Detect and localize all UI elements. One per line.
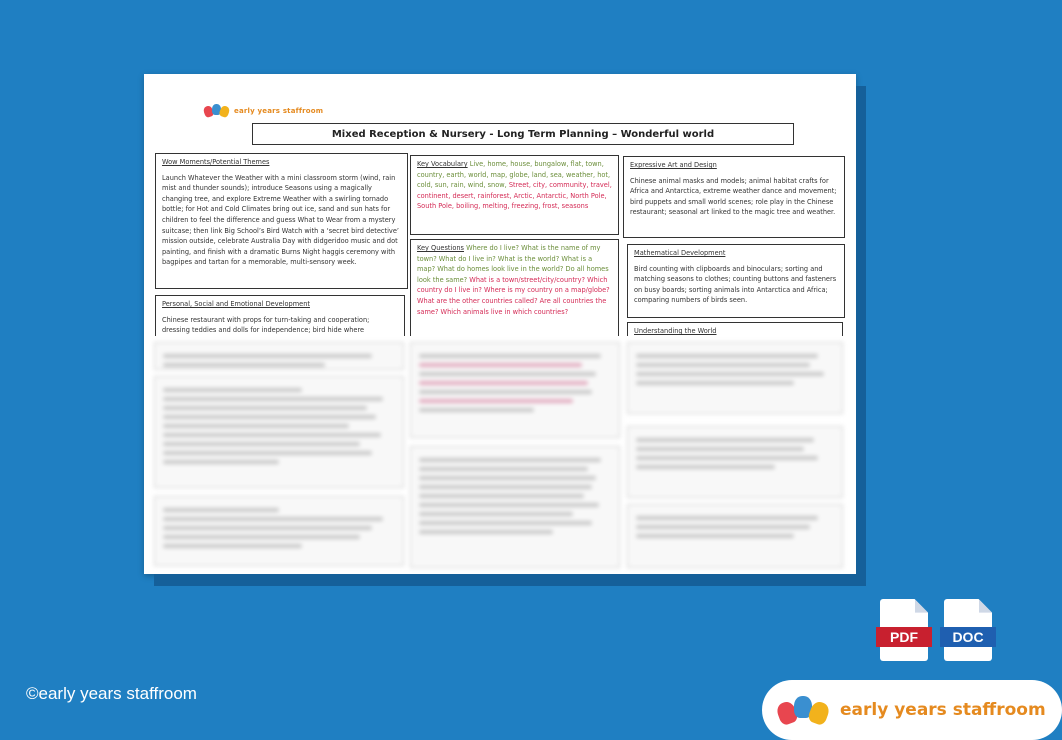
expressive-art-text: Chinese animal masks and models; animal habitat crafts for Africa and Antarctica, extreme weather dance and movement; bird puppets and small world scenes; role play in the Chinese restaurant; seasonal art linked to the magic tree and weather. [630,176,837,217]
vocab-reception-words: Street, city, community, travel, continent, desert, rainforest, Arctic, Antarctic, North Pole, South Pole, boiling, melting, freezing, frost, seasons [417,181,612,211]
hands-logo-icon [778,696,830,724]
doc-label: DOC [940,627,996,647]
vocab-nursery-words: Live, home, house, bungalow, flat, town, country, earth, world, map, globe, land, sea, weather, hot, cold, sun, rain, wind, snow, [417,160,611,190]
expressive-art-heading: Expressive Art and Design [630,161,717,169]
logo-text: early years staffroom [234,107,324,115]
pse-heading: Personal, Social and Emotional Development [162,300,310,308]
wow-moments-box [155,153,408,289]
brand-text: early years staffroom [840,700,1046,720]
pse-text: Chinese restaurant with props for turn-taking and cooperation; dressing teddies and dolls for independence; bird hide where [162,315,370,335]
pdf-file-icon[interactable] [880,599,928,661]
maths-box [627,244,845,318]
expressive-art-box [623,156,845,238]
maths-text: Bird counting with clipboards and binoculars; sorting and matching seasons to clothes; counting buttons and fasteners on busy boards; sorting animals into Antarctica and Africa; comparing numbers of birds seen. [634,264,837,305]
key-vocabulary-box [410,155,619,235]
brand-logo [762,680,1062,740]
questions-nursery: Where do I live? What is the name of my town? What do I live in? What is the world? What is a map? What do homes look live in the world? Do all homes look the same? [417,244,609,284]
key-questions-heading: Key Questions [417,244,464,252]
understanding-world-heading: Understanding the World [634,327,717,335]
maths-heading: Mathematical Development [634,249,726,257]
document-title: Mixed Reception & Nursery - Long Term Planning – Wonderful world [252,123,794,145]
wow-moments-heading: Wow Moments/Potential Themes [162,158,270,166]
key-vocabulary-heading: Key Vocabulary [417,160,468,168]
document-preview [144,74,856,574]
copyright-text: ©early years staffroom [26,684,197,703]
wow-moments-text: Launch Whatever the Weather with a mini classroom storm (wind, rain mist and thunder sounds); introduce Seasons using a magically changing tree, and explore Extreme Weather with a swirling tornado bottle; for Hot and Cold Climates bring out ice, sand and sun hats for children to feel the difference and guess What to Wear from a mystery suitcase; then link Big School’s Bird Watch with a ‘secret bird detective’ mission outside, celebrate Australia Day with didgeridoo music and dot painting, and finish with a dramatic Burns Night haggis ceremony with bagpipes and tartan for a memorable, multi-sensory week. [162,173,399,267]
doc-file-icon[interactable] [944,599,992,661]
questions-reception: What is a town/street/city/country? Which country do I live in? Where is my country on a map/globe? What are the other countries called? Are all countries the same? Which animals live in which countries? [417,275,610,316]
pdf-label: PDF [876,627,932,647]
hands-logo-icon [204,104,230,118]
logo-small [204,104,323,118]
blurred-preview-area [144,336,856,574]
key-questions-box [410,239,619,337]
